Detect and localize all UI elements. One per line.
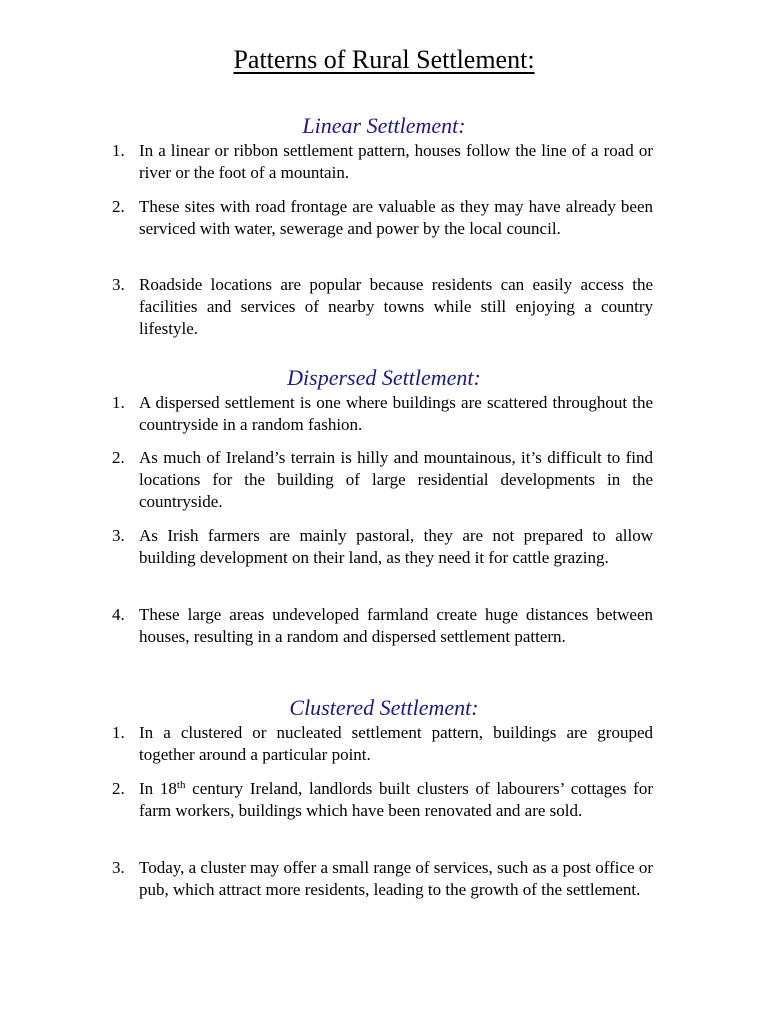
item-number: 3. bbox=[112, 858, 125, 877]
item-number: 2. bbox=[112, 197, 125, 216]
section-heading-clustered: Clustered Settlement: bbox=[289, 695, 479, 720]
item-text: Roadside locations are popular because residents can easily access the facilities and services of nearby towns while still enjoying a country lifestyle. bbox=[139, 275, 653, 338]
item-number: 4. bbox=[112, 605, 125, 624]
item-number: 1. bbox=[112, 723, 125, 742]
item-number: 2. bbox=[112, 448, 125, 467]
item-text: In a clustered or nucleated settlement pattern, buildings are grouped together around a particular point. bbox=[139, 723, 653, 764]
item-text: As much of Ireland’s terrain is hilly and mountainous, it’s difficult to find locations for the building of large residential developments in the countryside. bbox=[139, 448, 653, 511]
page-title: Patterns of Rural Settlement: bbox=[233, 45, 535, 74]
item-number: 1. bbox=[112, 141, 125, 160]
item-text-part: century Ireland, landlords built clusters of labourers’ cottages for farm workers, buildings which have been renovated and are sold. bbox=[139, 779, 653, 820]
ordinal-suffix: th bbox=[176, 779, 186, 791]
item-text: As Irish farmers are mainly pastoral, they are not prepared to allow building development on their land, as they need it for cattle grazing. bbox=[139, 526, 653, 567]
item-text: In a linear or ribbon settlement pattern, houses follow the line of a road or river or the foot of a mountain. bbox=[139, 141, 653, 182]
item-text: These sites with road frontage are valuable as they may have already been serviced with water, sewerage and power by the local council. bbox=[139, 197, 653, 238]
item-number: 3. bbox=[112, 526, 125, 545]
section-heading-linear: Linear Settlement: bbox=[302, 113, 466, 138]
item-number: 1. bbox=[112, 393, 125, 412]
item-text bbox=[139, 778, 653, 822]
item-text: Today, a cluster may offer a small range of services, such as a post office or pub, which attract more residents, leading to the growth of the settlement. bbox=[139, 858, 653, 899]
item-number: 3. bbox=[112, 275, 125, 294]
item-text: A dispersed settlement is one where buildings are scattered throughout the countryside in a random fashion. bbox=[139, 393, 653, 434]
item-text: These large areas undeveloped farmland create huge distances between houses, resulting in a random and dispersed settlement pattern. bbox=[139, 605, 653, 646]
item-number: 2. bbox=[112, 779, 125, 798]
section-heading-dispersed: Dispersed Settlement: bbox=[287, 365, 481, 390]
item-text-part: In 18 bbox=[139, 779, 177, 798]
